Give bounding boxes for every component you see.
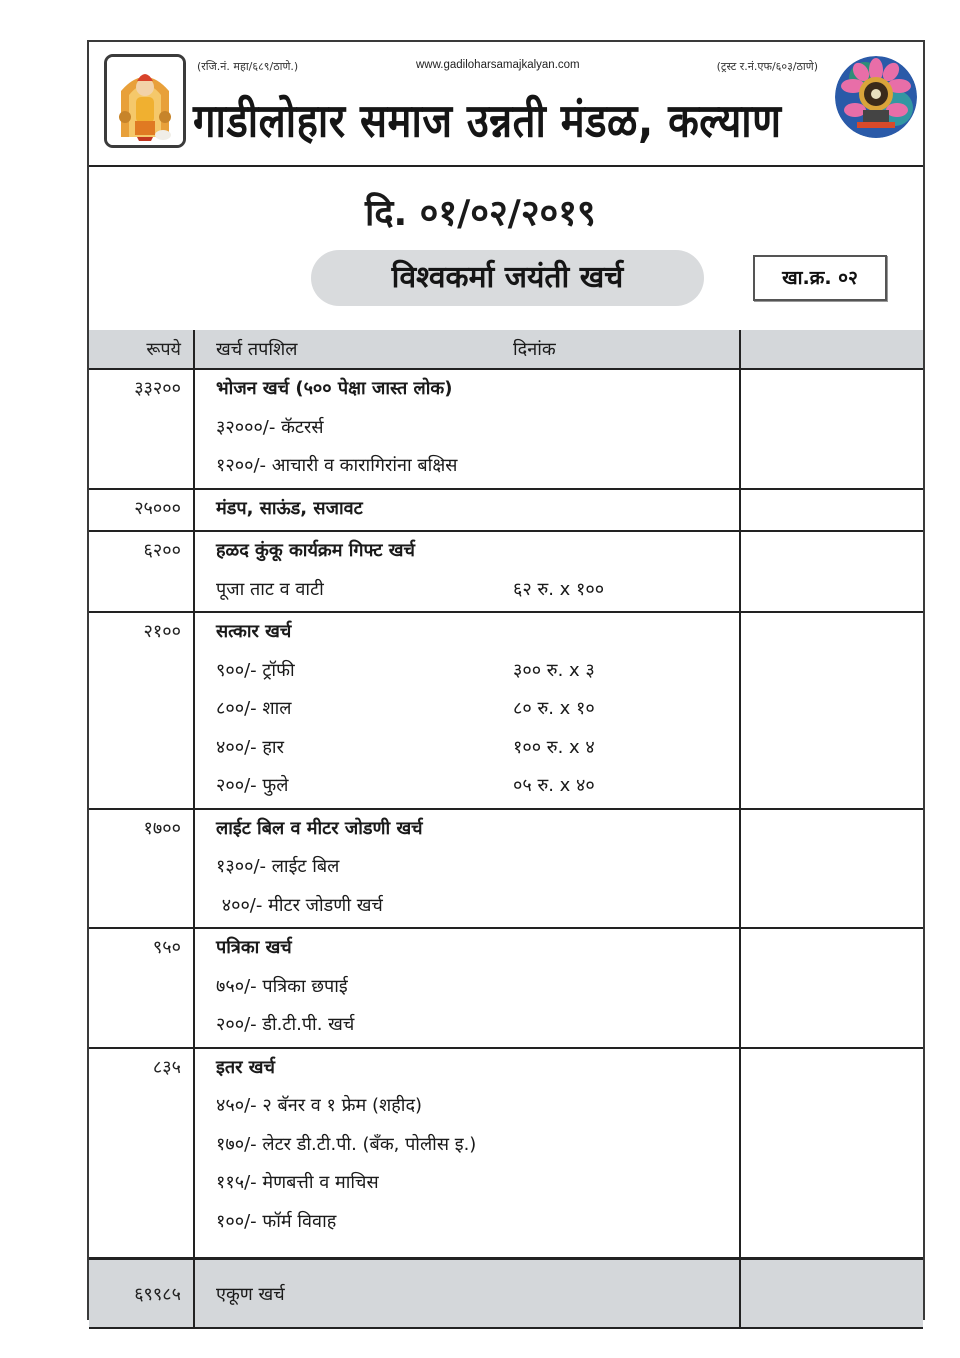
total-label-cell <box>195 1260 739 1327</box>
row-amount: ९५० <box>152 937 181 958</box>
column-header-date: दिनांक <box>513 339 556 360</box>
website-link[interactable]: www.gadiloharsamajkalyan.com <box>416 59 580 71</box>
blank-cell <box>739 613 923 808</box>
column-header-blank <box>739 330 923 368</box>
table-row <box>89 1049 923 1260</box>
item-rate: ३०० रु. x ३ <box>513 659 595 681</box>
trust-registration-number: (ट्रस्ट र.नं.एफ/६०३/ठाणे) <box>716 60 818 73</box>
item-text: पूजा ताट व वाटी <box>216 578 324 600</box>
total-amount: ६९९८५ <box>134 1284 181 1305</box>
total-blank-cell <box>739 1260 923 1327</box>
row-title: हळद कुंकू कार्यक्रम गिफ्ट खर्च <box>216 540 415 561</box>
item-text: ४००/- मीटर जोडणी खर्च <box>216 894 383 916</box>
blank-cell <box>739 929 923 1047</box>
row-item <box>216 1087 739 1126</box>
item-text: ७५०/- पत्रिका छपाई <box>216 975 348 997</box>
blank-cell <box>739 810 923 928</box>
registration-number: (रजि.नं. महा/६८९/ठाणे.) <box>197 60 299 73</box>
document-frame <box>87 40 925 1320</box>
item-text: २००/- डी.टी.पी. खर्च <box>216 1014 355 1035</box>
item-rate: ८० रु. x १० <box>513 698 595 719</box>
organization-name: गाडीलोहार समाज उन्नती मंडळ, कल्याण <box>193 95 782 148</box>
row-amount: २५००० <box>134 497 181 519</box>
item-rate: १०० रु. x ४ <box>513 736 595 758</box>
details-cell <box>195 929 739 1047</box>
item-text: १७०/- लेटर डी.टी.पी. (बँक, पोलीस इ.) <box>216 1133 477 1155</box>
amount-cell <box>89 532 195 611</box>
row-item <box>216 1006 739 1045</box>
row-item <box>216 1126 739 1165</box>
item-text: १२००/- आचारी व कारागिरांना बक्षिस <box>216 455 458 476</box>
item-text: ४५०/- २ बॅनर व १ फ्रेम (शहीद) <box>216 1095 423 1116</box>
row-item <box>216 968 739 1007</box>
details-cell <box>195 532 739 611</box>
table-body <box>89 370 923 1259</box>
item-text: १३००/- लाईट बिल <box>216 856 340 877</box>
table-header <box>89 330 923 370</box>
total-row <box>89 1259 923 1329</box>
row-item <box>216 571 739 610</box>
row-amount: ३३२०० <box>134 378 181 399</box>
row-item <box>216 848 739 887</box>
amount-cell <box>89 613 195 808</box>
column-header-details-label: खर्च तपशिल <box>216 339 298 360</box>
row-amount: ८३५ <box>152 1056 181 1078</box>
amount-cell <box>89 490 195 531</box>
letterhead <box>89 42 923 167</box>
row-title: लाईट बिल व मीटर जोडणी खर्च <box>216 817 423 839</box>
row-item <box>216 652 739 691</box>
table-row <box>89 810 923 930</box>
table-row <box>89 532 923 613</box>
item-text: ८००/- शाल <box>216 698 292 719</box>
row-title: इतर खर्च <box>216 1056 275 1078</box>
society-emblem-icon <box>835 56 917 138</box>
details-cell <box>195 490 739 531</box>
details-cell <box>195 370 739 488</box>
details-cell <box>195 613 739 808</box>
item-text: १००/- फॉर्म विवाह <box>216 1210 337 1232</box>
details-cell <box>195 1049 739 1258</box>
row-amount: २१०० <box>143 621 181 642</box>
item-text: ९००/- ट्रॉफी <box>216 659 295 681</box>
row-item <box>216 767 739 806</box>
account-number-box: खा.क्र. ०२ <box>753 255 887 301</box>
row-item <box>216 887 739 926</box>
item-text: ३२०००/- कॅटरर्स <box>216 416 324 438</box>
item-rate: ०५ रु. x ४० <box>513 775 595 796</box>
blank-cell <box>739 490 923 531</box>
amount-cell <box>89 1049 195 1258</box>
expense-table <box>89 330 923 1329</box>
row-item <box>216 690 739 729</box>
amount-cell <box>89 810 195 928</box>
amount-cell <box>89 929 195 1047</box>
row-item <box>216 409 739 448</box>
row-title: पत्रिका खर्च <box>216 937 292 958</box>
item-text: ४००/- हार <box>216 736 284 758</box>
title-section <box>89 165 923 333</box>
column-header-amount: रूपये <box>89 330 195 368</box>
row-item <box>216 1164 739 1203</box>
table-row <box>89 613 923 810</box>
total-amount-cell <box>89 1260 195 1327</box>
row-title: मंडप, साऊंड, सजावट <box>216 497 363 519</box>
vishwakarma-deity-icon <box>104 54 186 148</box>
blank-cell <box>739 370 923 488</box>
row-amount: ६२०० <box>143 540 181 561</box>
document-date: दि. ०१/०२/२०१९ <box>365 193 596 234</box>
row-item <box>216 447 739 486</box>
amount-cell <box>89 370 195 488</box>
row-item <box>216 1203 739 1242</box>
item-text: २००/- फुले <box>216 775 289 796</box>
table-row <box>89 370 923 490</box>
column-header-details <box>195 330 739 368</box>
item-text: ११५/- मेणबत्ती व माचिस <box>216 1172 379 1193</box>
blank-cell <box>739 1049 923 1258</box>
details-cell <box>195 810 739 928</box>
item-rate: ६२ रु. x १०० <box>513 578 605 600</box>
row-item <box>216 729 739 768</box>
row-title: भोजन खर्च (५०० पेक्षा जास्त लोक) <box>216 378 453 399</box>
row-title: सत्कार खर्च <box>216 621 292 642</box>
total-label: एकूण खर्च <box>216 1284 285 1305</box>
table-row <box>89 490 923 533</box>
blank-cell <box>739 532 923 611</box>
table-row <box>89 929 923 1049</box>
document-heading: विश्वकर्मा जयंती खर्च <box>311 250 704 306</box>
row-amount: १७०० <box>143 817 181 839</box>
